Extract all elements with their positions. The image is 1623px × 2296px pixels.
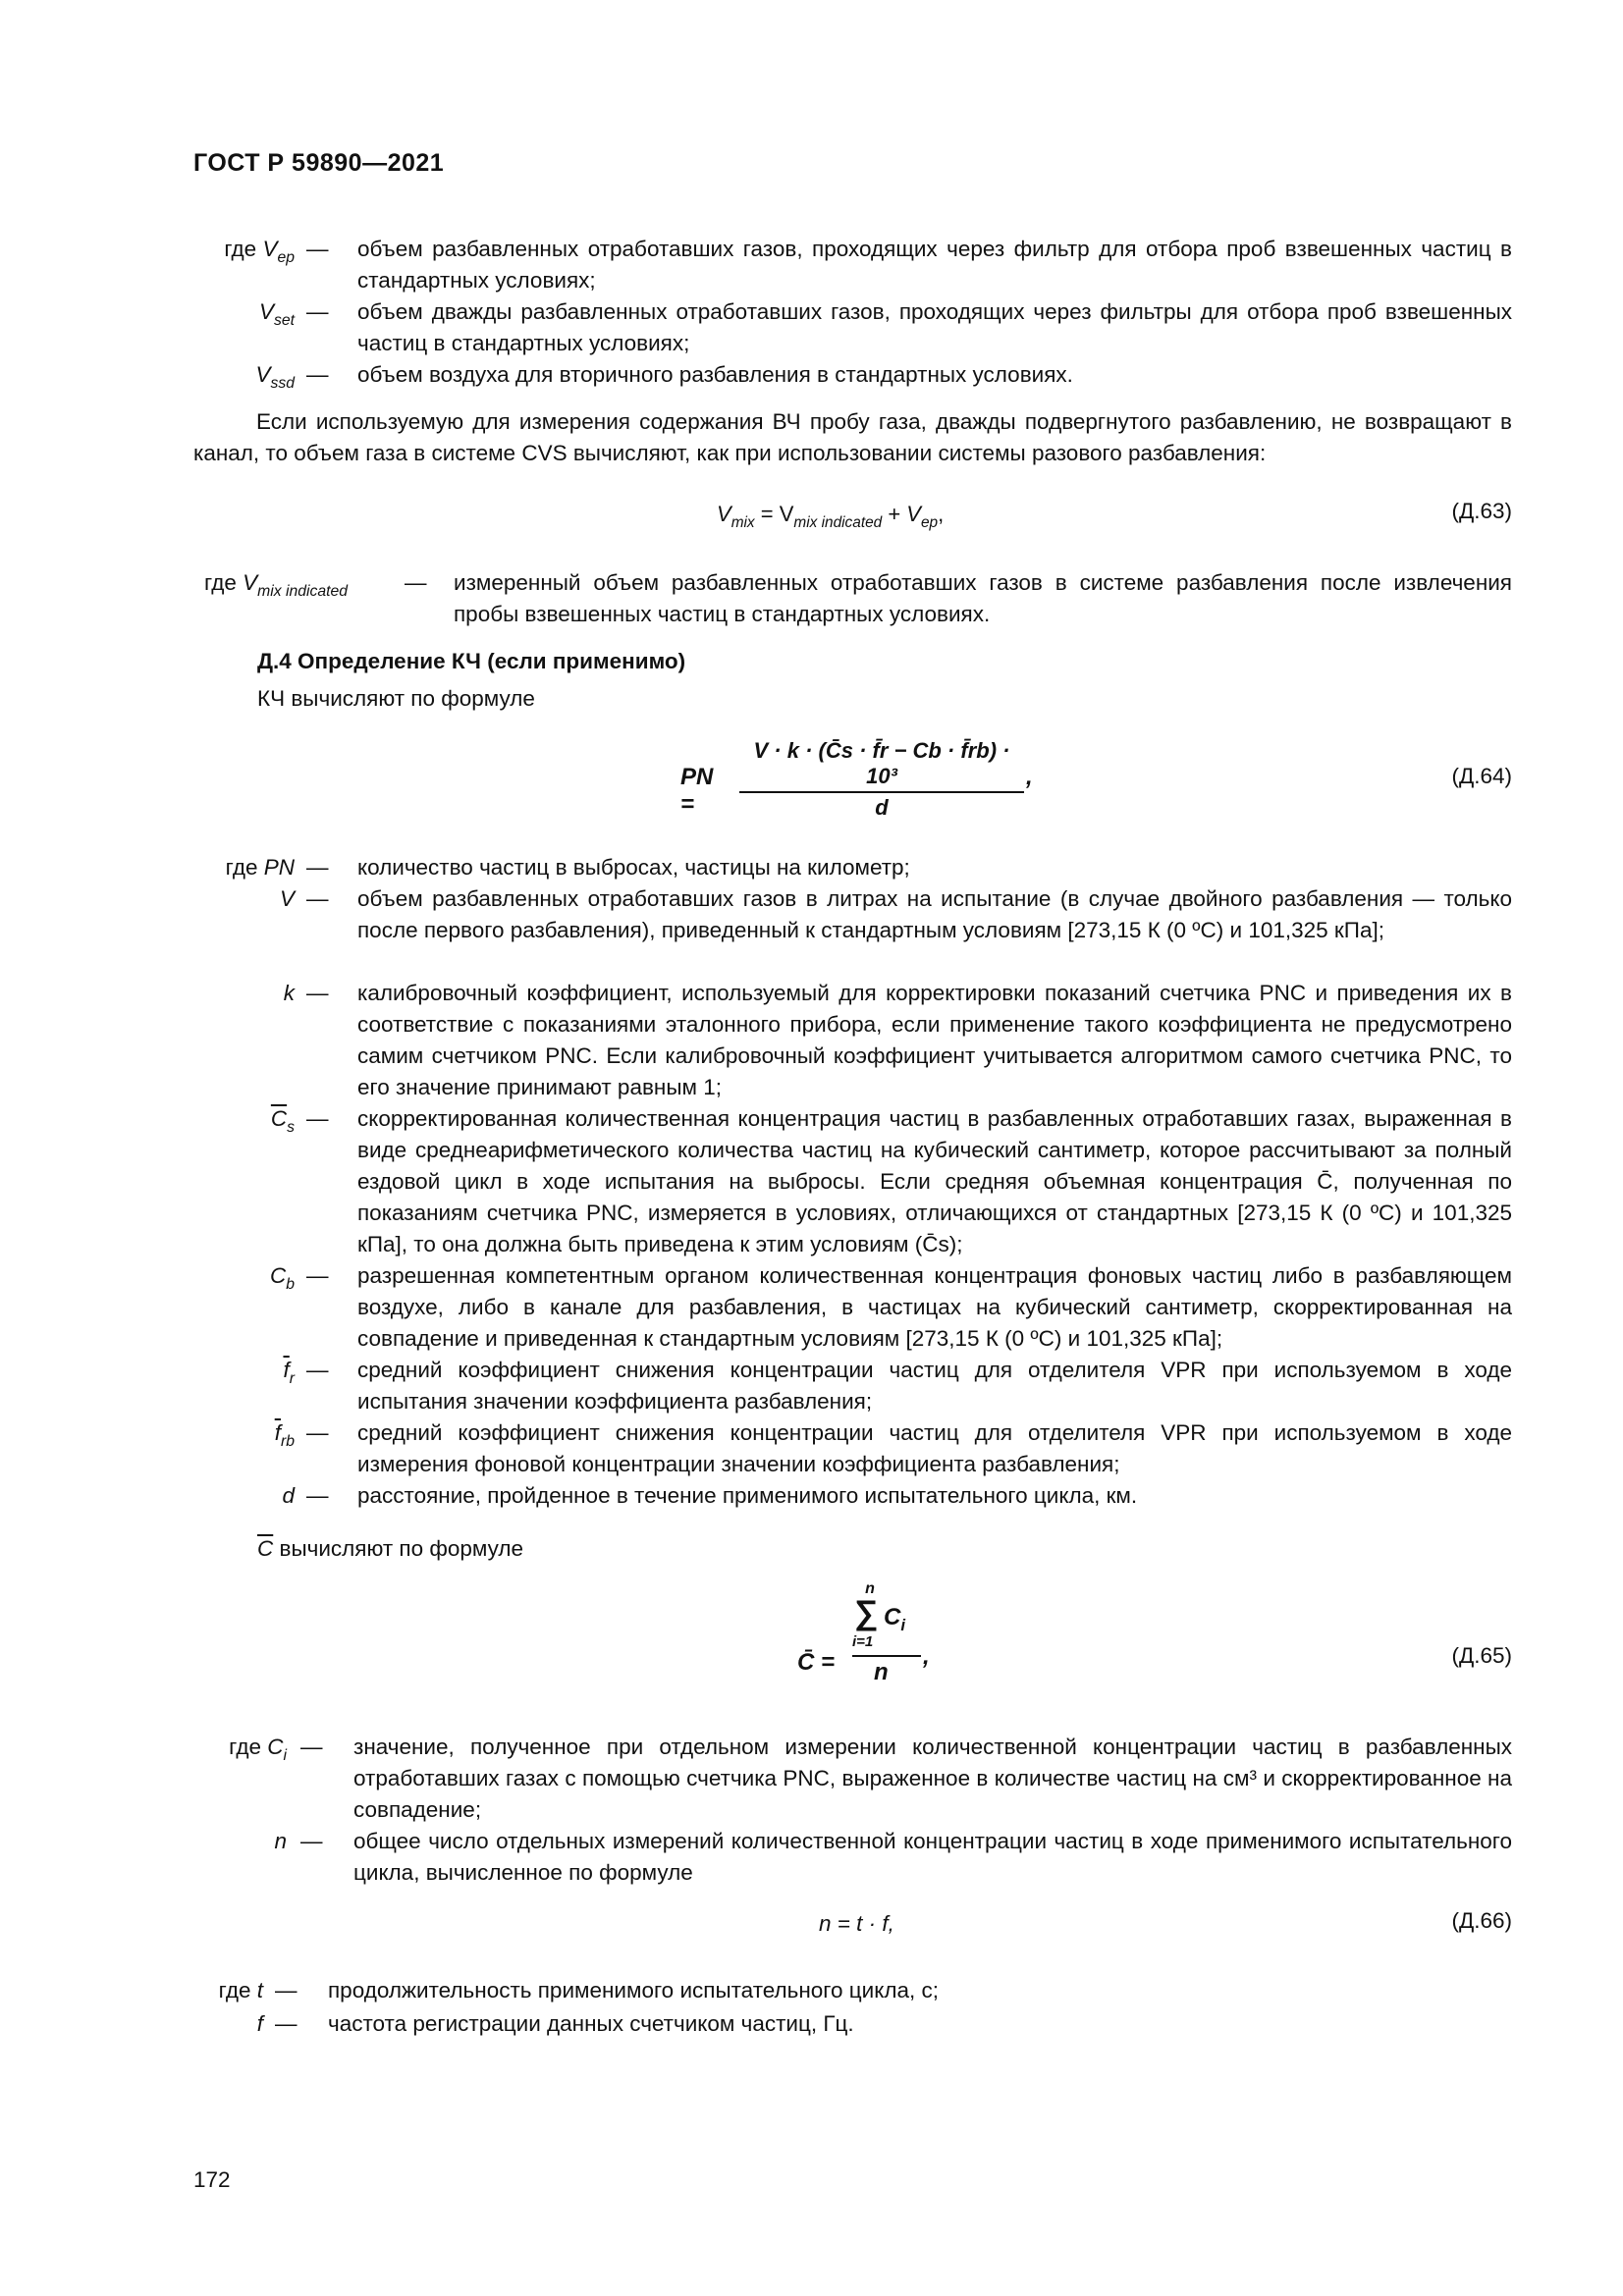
definition-symbol: $\overline{f}_r$	[283, 1358, 295, 1387]
definition-symbol: $\overline{f}_{rb}$	[274, 1420, 295, 1450]
equation-fraction	[739, 738, 1024, 821]
definition-text: количество частиц в выбросах, частицы на километр;	[357, 855, 910, 880]
comma: ,	[923, 1643, 930, 1670]
equation-d63: $V_{mix} = V_{mix indicated} + V_{ep}$,	[717, 502, 945, 531]
definition-text: скорректированная количественная концентрация частиц в разбавленных отработавших газах, выраженная в виде среднеарифметического количества частиц на кубический сантиметр, которое рассчитывают за полный ездовой цикл в ходе испытания на выбросы. Если средняя объемная концентрация C̄, полученная по показаниям счетчика PNC, измеряется в условиях, отличающихся от стандартных [273,15 К (0 ºС) и 101,325 кПа], то она должна быть приведена к этим условиям (C̄s);	[357, 1106, 1512, 1256]
definition-symbol: $\overline{C}_s$	[270, 1106, 295, 1136]
equation-d65	[797, 1580, 935, 1698]
dash: —	[306, 362, 329, 387]
dash: —	[306, 886, 329, 911]
dash: —	[300, 1735, 323, 1759]
definition-text: частота регистрации данных счетчиком частиц, Гц.	[328, 2011, 854, 2036]
dash: —	[306, 237, 329, 261]
definition-symbol: n	[274, 1829, 287, 1853]
definition-symbol: k	[283, 981, 295, 1005]
definition-text: объем разбавленных отработавших газов, проходящих через фильтр для отбора проб взвешенных частиц в стандартных условиях;	[357, 237, 1512, 293]
definition-text: калибровочный коэффициент, используемый для корректировки показаний счетчика PNC и приведения их в соответствие с показаниями эталонного прибора, если применение такого коэффициента не предусмотрено самим счетчиком PNC. Если калибровочный коэффициент учитывается алгоритмом самого счетчика PNC, то его значение принимают равным 1;	[357, 981, 1512, 1099]
definition-text: разрешенная компетентным органом количественная концентрация фоновых частиц либо в разбавляющем воздухе, либо в канале для разбавления, в частицах на кубический сантиметр, скорректированная на совпадение и приведенная к стандартным условиям [273,15 К (0 ºС) и 101,325 кПа];	[357, 1263, 1512, 1351]
definition-symbol: где t	[218, 1978, 263, 2002]
definition-symbol: V	[279, 886, 295, 911]
comma: ,	[1026, 764, 1033, 790]
dash: —	[306, 981, 329, 1005]
dash: —	[306, 299, 329, 324]
sum-lower-limit: i=1	[852, 1633, 874, 1650]
dash: —	[306, 1483, 329, 1508]
page-number: 172	[193, 2167, 231, 2192]
section-heading: Д.4 Определение КЧ (если применимо)	[257, 649, 686, 673]
definition-symbol: d	[282, 1483, 295, 1508]
definition-text: объем дважды разбавленных отработавших газов, проходящих через фильтры для отбора проб взвешенных частиц в стандартных условиях;	[357, 299, 1512, 355]
definition-text: объем разбавленных отработавших газов в литрах на испытание (в случае двойного разбавления — только после первого разбавления), приведенный к стандартным условиям [273,15 К (0 ºС) и 101,325 кПа];	[357, 886, 1512, 942]
dash: —	[306, 1106, 329, 1131]
definition-symbol: где $V_{mix indicated}$	[204, 570, 349, 600]
cbar-intro: $\overline{C}$ вычисляют по формуле	[257, 1536, 524, 1561]
equation-lhs: C̄ =	[797, 1649, 836, 1676]
definition-text: средний коэффициент снижения концентрации частиц для отделителя VPR при используемом в ходе испытания значении коэффициента разбавления;	[357, 1358, 1512, 1414]
dash: —	[275, 1978, 298, 2002]
definition-text: измеренный объем разбавленных отработавших газов в системе разбавления после извлечения пробы взвешенных частиц в стандартных условиях.	[454, 570, 1512, 626]
dash: —	[306, 855, 329, 880]
equation-number: (Д.63)	[1451, 499, 1512, 523]
definition-symbol: $V_{ssd}$	[255, 362, 295, 392]
fraction-denominator: n	[874, 1659, 889, 1685]
sum-upper-limit: n	[865, 1580, 875, 1597]
dash: —	[405, 570, 427, 595]
fraction-bar	[852, 1655, 921, 1657]
equation-lhs: PN =	[680, 764, 714, 818]
paragraph: Если используемую для измерения содержания ВЧ пробу газа, дважды подвергнутого разбавлению, не возвращают в канал, то объем газа в системе CVS вычисляют, как при использовании системы разового разбавления:	[193, 409, 1512, 465]
dash: —	[306, 1263, 329, 1288]
equation-number: (Д.64)	[1451, 764, 1512, 788]
definition-text: средний коэффициент снижения концентрации частиц для отделителя VPR при используемом в ходе измерения фоновой концентрации значении коэффициента разбавления;	[357, 1420, 1512, 1476]
definition-symbol: $C_b$	[269, 1263, 295, 1293]
document-header: ГОСТ Р 59890—2021	[193, 149, 445, 177]
dash: —	[306, 1358, 329, 1382]
definition-text: значение, полученное при отдельном измерении количественной концентрации частиц в разбавленных отработавших газах с помощью счетчика PNC, выраженное в количестве частиц на см³ и скорректированное на совпадение;	[353, 1735, 1512, 1822]
definition-text: общее число отдельных измерений количественной концентрации частиц в ходе применимого испытательного цикла, вычисленное по формуле	[353, 1829, 1512, 1885]
definition-symbol: где $C_i$	[229, 1735, 287, 1764]
equation-number: (Д.66)	[1451, 1908, 1512, 1933]
definition-text: продолжительность применимого испытательного цикла, с;	[328, 1978, 939, 2002]
section-intro: КЧ вычисляют по формуле	[257, 686, 535, 711]
definition-text: расстояние, пройденное в течение применимого испытательного цикла, км.	[357, 1483, 1138, 1508]
equation-number: (Д.65)	[1451, 1643, 1512, 1668]
sum-term: $C_i$	[884, 1604, 906, 1634]
fraction-numerator: V · k · (C̄s · f̄r − Cb · f̄rb) · 10³	[739, 738, 1024, 793]
dash: —	[275, 2011, 298, 2036]
definition-text: объем воздуха для вторичного разбавления в стандартных условиях.	[357, 362, 1073, 387]
definition-symbol: f	[256, 2011, 263, 2036]
fraction-denominator: d	[875, 795, 889, 820]
definition-symbol: где PN	[225, 855, 295, 880]
equation-d66: n = t · f,	[819, 1911, 894, 1936]
dash: —	[300, 1829, 323, 1853]
sum-symbol: ∑	[854, 1594, 879, 1631]
dash: —	[306, 1420, 329, 1445]
definition-symbol: где $V_{ep}$	[224, 237, 295, 266]
definition-symbol: $V_{set}$	[258, 299, 295, 329]
